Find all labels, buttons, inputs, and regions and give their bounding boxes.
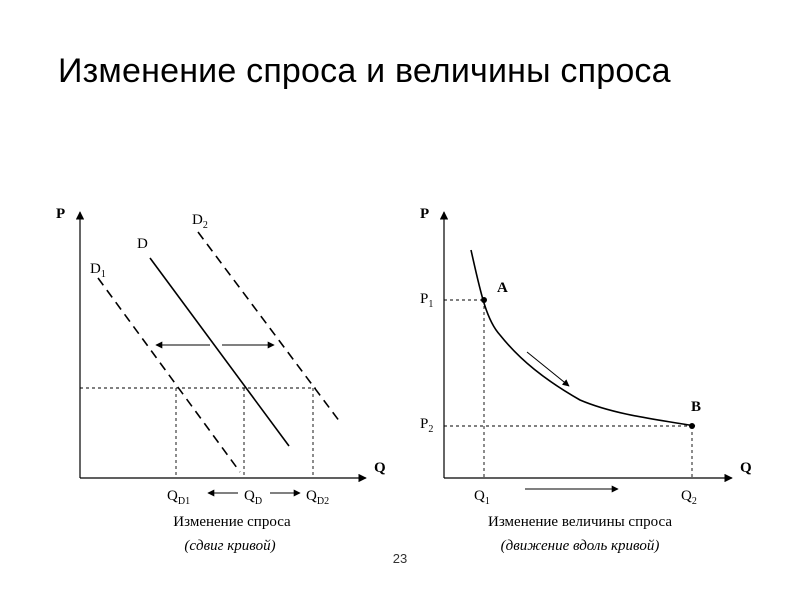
- curve-d1: [98, 278, 240, 472]
- label-d2: $D_2$: [192, 212, 208, 231]
- tick-p2: $P_2$: [420, 416, 434, 435]
- point-b: [689, 423, 695, 429]
- left-axis-x-label: Q: [374, 460, 386, 476]
- left-caption: Изменение спроса: [173, 514, 291, 530]
- demand-curve: [471, 250, 695, 426]
- label-d1: $D_1$: [90, 261, 106, 280]
- left-caption-note: (сдвиг кривой): [184, 538, 276, 554]
- tick-q2: $Q_2$: [681, 488, 697, 507]
- slide-title: Изменение спроса и величины спроса: [58, 52, 671, 90]
- page-number: 23: [392, 551, 408, 566]
- point-a: [481, 297, 487, 303]
- right-caption-note: (движение вдоль кривой): [500, 538, 660, 554]
- tick-qd1: $Q_{D1}$: [167, 488, 191, 507]
- tick-p1: $P_1$: [420, 291, 434, 310]
- right-panel: [420, 206, 752, 554]
- left-axis-y-label: P: [56, 206, 66, 222]
- label-point-b: B: [691, 399, 702, 415]
- label-point-a: A: [497, 280, 508, 296]
- curve-d: [150, 258, 289, 446]
- label-d: D: [137, 236, 148, 252]
- tick-q1: $Q_1$: [474, 488, 490, 507]
- right-axis-y-label: P: [420, 206, 430, 222]
- curve-d2: [198, 232, 340, 422]
- right-axis-x-label: Q: [740, 460, 752, 476]
- left-panel: [56, 206, 386, 554]
- tick-qd: $Q_D$: [244, 488, 263, 507]
- right-caption: Изменение величины спроса: [488, 514, 672, 530]
- tick-qd2: $Q_{D2}$: [306, 488, 330, 507]
